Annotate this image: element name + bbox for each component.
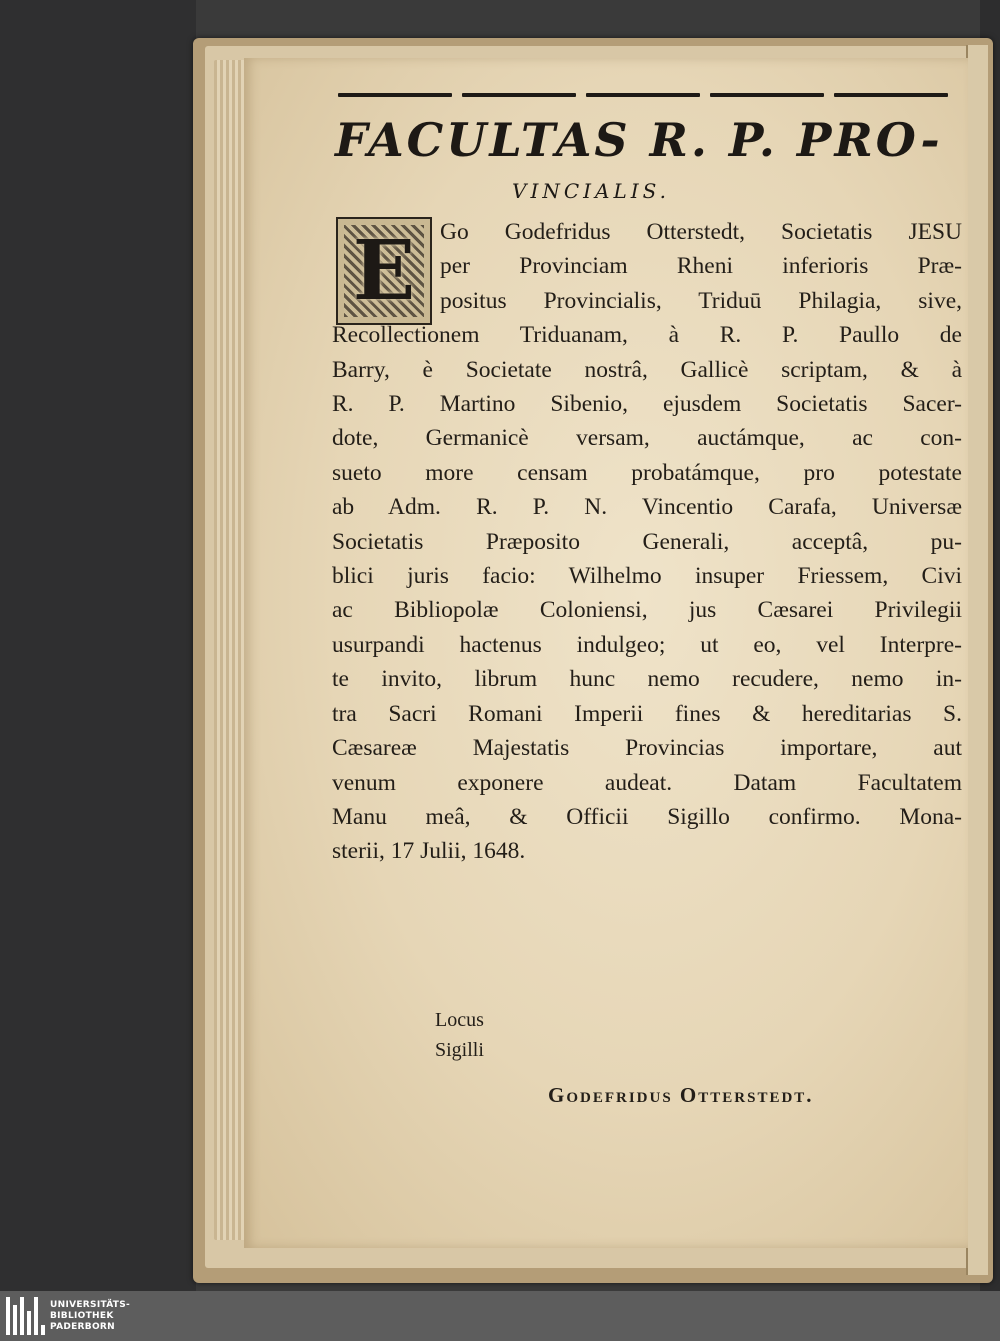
text-line: usurpandi hactenus indulgeo; ut eo, vel Interpre-	[332, 631, 962, 658]
library-name	[50, 1300, 130, 1333]
library-name-line: PADERBORN	[50, 1322, 115, 1332]
text-line: positus Provincialis, Triduū Philagia, sive,	[440, 287, 962, 314]
library-footer	[0, 1291, 1000, 1341]
text-line: Manu meâ, & Officii Sigillo confirmo. Mona-	[332, 803, 962, 830]
text-line: venum exponere audeat. Datam Facultatem	[332, 769, 962, 796]
page-title-continuation: VINCIALIS.	[512, 179, 671, 203]
text-line: te invito, librum hunc nemo recudere, nemo in-	[332, 666, 962, 693]
text-line: blici juris facio: Wilhelmo insuper Friessem, Civi	[332, 563, 962, 590]
text-line: ab Adm. R. P. N. Vincentio Carafa, Universæ	[332, 494, 962, 521]
library-logo-icon	[6, 1297, 46, 1335]
body-text	[332, 215, 962, 869]
seal-label-line: Locus	[435, 1009, 484, 1031]
decorative-rule	[338, 92, 948, 98]
text-line: Recollectionem Triduanam, à R. P. Paullo de	[332, 322, 962, 349]
text-line: Barry, è Societate nostrâ, Gallicè scriptam, & à	[332, 356, 962, 383]
background-left	[0, 0, 196, 1291]
library-name-line: BIBLIOTHEK	[50, 1311, 114, 1321]
signature: Godefridus Otterstedt.	[548, 1083, 814, 1107]
text-line: sterii, 17 Julii, 1648.	[332, 838, 526, 865]
text-line: sueto more censam probatámque, pro potestate	[332, 459, 962, 486]
seal-placeholder	[435, 1005, 484, 1065]
page-edges	[214, 60, 248, 1240]
text-line: per Provinciam Rheni inferioris Præ-	[440, 253, 962, 280]
text-line: ac Bibliopolæ Coloniensi, jus Cæsarei Privilegii	[332, 597, 962, 624]
text-line: Societatis Præposito Generali, acceptâ, pu-	[332, 528, 962, 555]
text-line: tra Sacri Romani Imperii fines & hereditarias S.	[332, 700, 962, 727]
text-line: Cæsareæ Majestatis Provincias importare, aut	[332, 735, 962, 762]
initial-letter: E	[352, 223, 416, 319]
facing-page-edge	[966, 45, 988, 1275]
text-line: Go Godefridus Otterstedt, Societatis JESU	[440, 219, 962, 245]
page-title: FACULTAS R. P. PRO-	[335, 113, 943, 167]
text-line: dote, Germanicè versam, auctámque, ac con-	[332, 425, 962, 452]
seal-label-line: Sigilli	[435, 1039, 484, 1061]
text-line: R. P. Martino Sibenio, ejusdem Societatis Sacer-	[332, 391, 962, 418]
library-name-line: UNIVERSITÄTS-	[50, 1300, 131, 1310]
